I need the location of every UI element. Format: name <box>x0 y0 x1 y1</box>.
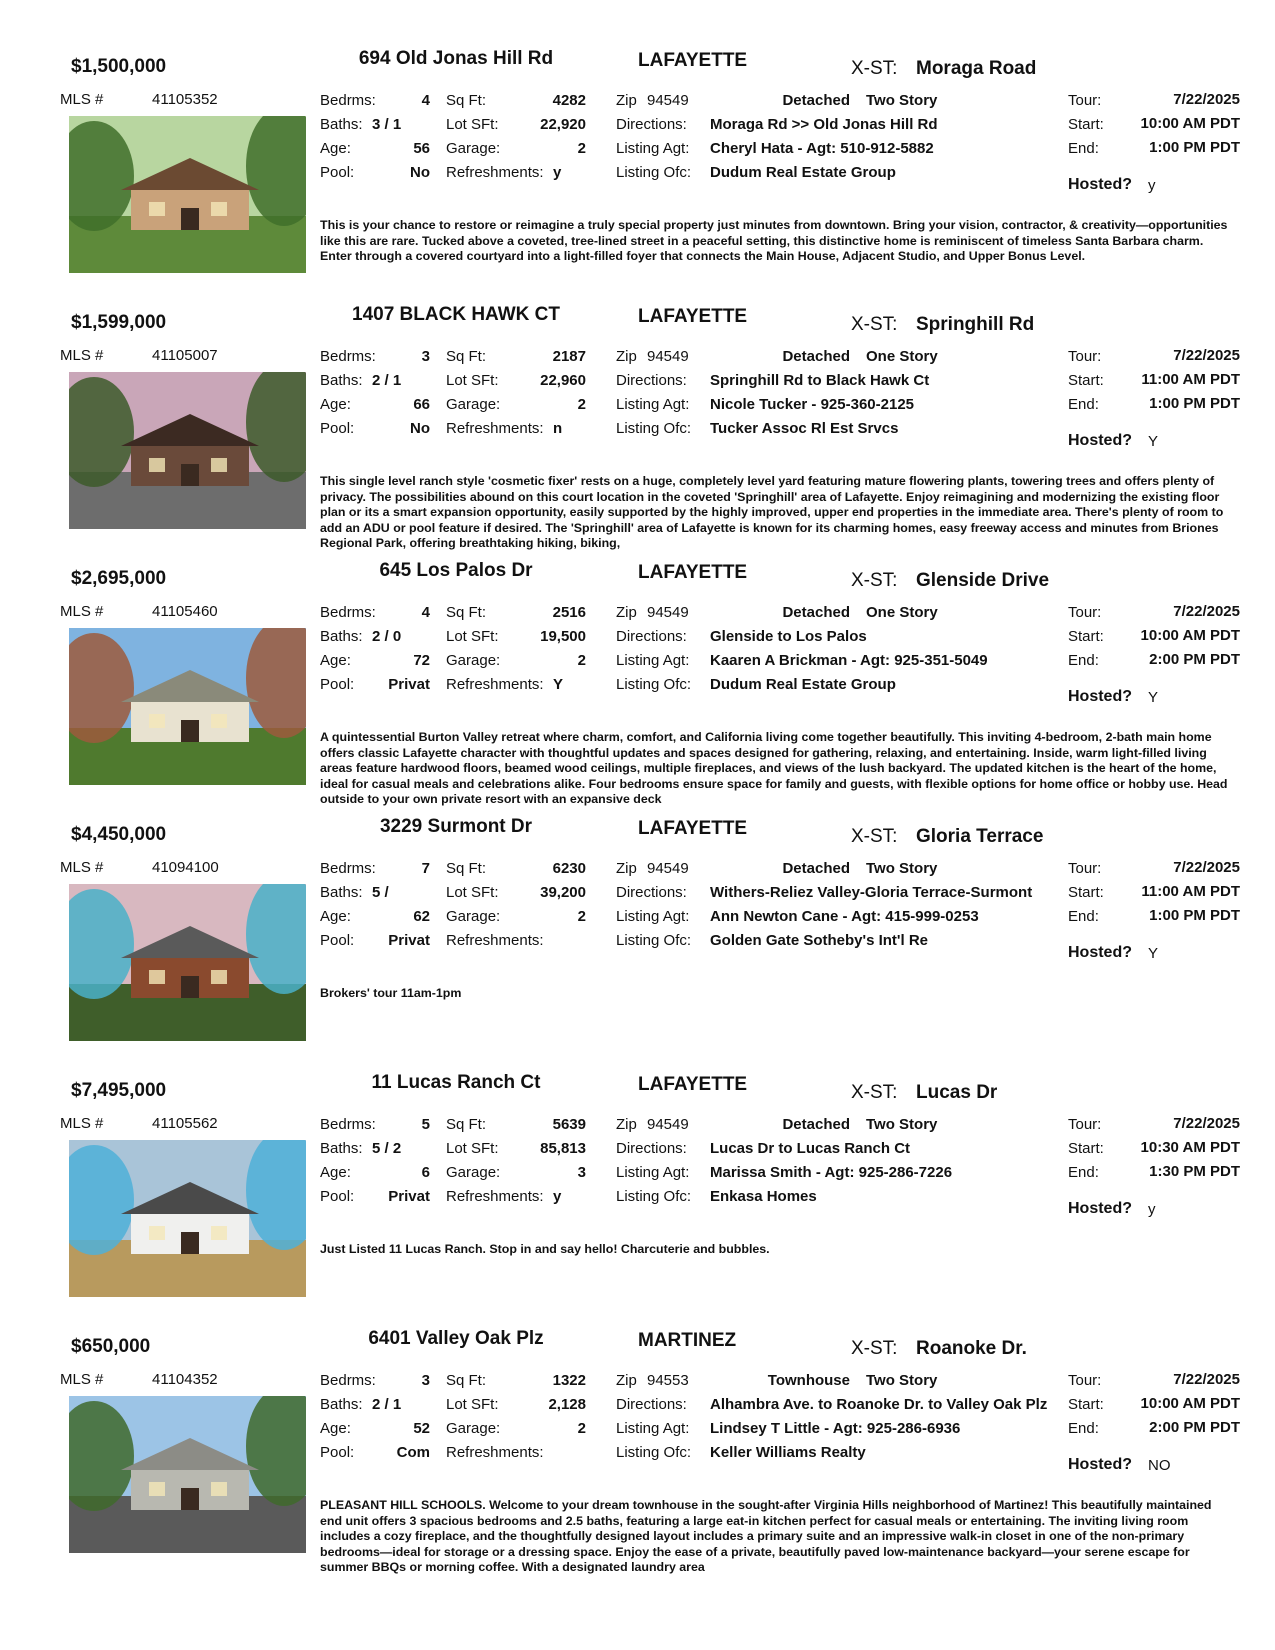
refreshments-value: n <box>553 420 563 437</box>
baths-value: 2 / 0 <box>372 628 402 645</box>
age-value: 52 <box>413 1420 430 1437</box>
zip-value: 94549 <box>647 1116 689 1133</box>
baths-label: Baths: <box>320 884 363 901</box>
zip-label: Zip <box>616 1372 637 1389</box>
photo-door <box>181 464 199 486</box>
hosted-value: Y <box>1148 433 1159 450</box>
pool-label: Pool: <box>320 1188 355 1205</box>
tour-date: 7/22/2025 <box>1173 859 1240 876</box>
hosted-value: Y <box>1148 945 1159 962</box>
pool-label: Pool: <box>320 164 355 181</box>
bedrooms-value: 4 <box>421 604 430 621</box>
listing-office-value: Dudum Real Estate Group <box>710 164 896 181</box>
property-story: Two Story <box>866 1372 938 1389</box>
baths-label: Baths: <box>320 1396 363 1413</box>
end-time: 1:00 PM PDT <box>1149 139 1240 156</box>
pool-value: Com <box>396 1444 430 1461</box>
pool-label: Pool: <box>320 932 355 949</box>
directions-label: Directions: <box>616 1140 687 1157</box>
listing-office-label: Listing Ofc: <box>616 1444 692 1461</box>
sqft-value: 4282 <box>552 92 586 109</box>
photo-window <box>149 1226 165 1240</box>
mls-number: 41105352 <box>152 91 218 108</box>
pool-label: Pool: <box>320 676 355 693</box>
property-story: One Story <box>866 604 938 621</box>
lot-sqft-label: Lot SFt: <box>446 628 499 645</box>
zip-label: Zip <box>616 860 637 877</box>
age-value: 56 <box>413 140 430 157</box>
age-label: Age: <box>320 1420 351 1437</box>
cross-street-value: Gloria Terrace <box>916 826 1044 847</box>
age-value: 72 <box>413 652 430 669</box>
garage-label: Garage: <box>446 396 501 413</box>
property-type: Detached <box>782 604 850 621</box>
cross-street-label: X-ST: <box>851 826 898 847</box>
property-photo-image <box>69 1140 306 1297</box>
start-time: 11:00 AM PDT <box>1141 883 1240 900</box>
listing-address: 645 Los Palos Dr <box>379 560 533 581</box>
mls-number: 41105007 <box>152 347 218 364</box>
property-photo[interactable] <box>69 1396 306 1553</box>
cross-street-label: X-ST: <box>851 1338 898 1359</box>
photo-door <box>181 1488 199 1510</box>
start-time: 10:00 AM PDT <box>1140 115 1240 132</box>
start-label: Start: <box>1068 372 1104 389</box>
tour-date: 7/22/2025 <box>1173 91 1240 108</box>
listing-address: 11 Lucas Ranch Ct <box>371 1072 541 1093</box>
directions-value: Lucas Dr to Lucas Ranch Ct <box>710 1140 911 1157</box>
refreshments-value: Y <box>553 676 564 693</box>
bedrooms-label: Bedrms: <box>320 1372 376 1389</box>
baths-value: 5 / <box>372 884 389 901</box>
end-label: End: <box>1068 1420 1099 1437</box>
property-photo-image <box>69 116 306 273</box>
tour-label: Tour: <box>1068 92 1102 109</box>
lot-sqft-label: Lot SFt: <box>446 372 499 389</box>
property-photo-image <box>69 372 306 529</box>
mls-label: MLS # <box>60 603 104 620</box>
zip-label: Zip <box>616 348 637 365</box>
bedrooms-value: 4 <box>421 92 430 109</box>
listing-agent-value: Lindsey T Little - Agt: 925-286-6936 <box>710 1420 961 1437</box>
sqft-label: Sq Ft: <box>446 860 487 877</box>
age-value: 66 <box>413 396 430 413</box>
hosted-label: Hosted? <box>1068 688 1132 705</box>
listing-city: LAFAYETTE <box>638 818 748 839</box>
photo-door <box>181 976 199 998</box>
zip-value: 94553 <box>647 1372 689 1389</box>
listing-price: $1,500,000 <box>71 56 167 77</box>
mls-label: MLS # <box>60 91 104 108</box>
listing-address: 6401 Valley Oak Plz <box>368 1328 544 1349</box>
mls-label: MLS # <box>60 1115 104 1132</box>
start-label: Start: <box>1068 1140 1104 1157</box>
start-time: 10:30 AM PDT <box>1140 1139 1240 1156</box>
directions-label: Directions: <box>616 628 687 645</box>
directions-value: Springhill Rd to Black Hawk Ct <box>710 372 930 389</box>
listing-card <box>0 1064 1275 1322</box>
baths-label: Baths: <box>320 628 363 645</box>
lot-sqft-label: Lot SFt: <box>446 884 499 901</box>
directions-label: Directions: <box>616 116 687 133</box>
tour-date: 7/22/2025 <box>1173 1115 1240 1132</box>
age-value: 6 <box>421 1164 430 1181</box>
start-label: Start: <box>1068 884 1104 901</box>
listing-card <box>0 40 1275 298</box>
listing-office-label: Listing Ofc: <box>616 420 692 437</box>
sqft-label: Sq Ft: <box>446 92 487 109</box>
listing-office-value: Enkasa Homes <box>710 1188 817 1205</box>
end-label: End: <box>1068 908 1099 925</box>
tour-label: Tour: <box>1068 1116 1102 1133</box>
hosted-value: Y <box>1148 689 1159 706</box>
start-time: 10:00 AM PDT <box>1140 1395 1240 1412</box>
age-label: Age: <box>320 140 351 157</box>
refreshments-value: y <box>553 164 562 181</box>
bedrooms-label: Bedrms: <box>320 860 376 877</box>
mls-number: 41105460 <box>152 603 218 620</box>
listing-agent-label: Listing Agt: <box>616 140 690 157</box>
baths-label: Baths: <box>320 116 363 133</box>
pool-label: Pool: <box>320 420 355 437</box>
garage-label: Garage: <box>446 652 501 669</box>
zip-label: Zip <box>616 92 637 109</box>
lot-sqft-label: Lot SFt: <box>446 116 499 133</box>
listing-description: Just Listed 11 Lucas Ranch. Stop in and say hello! Charcuterie and bubbles. <box>320 1242 770 1256</box>
property-type: Detached <box>782 348 850 365</box>
mls-number: 41094100 <box>152 859 219 876</box>
photo-window <box>149 1482 165 1496</box>
photo-window <box>149 714 165 728</box>
mls-label: MLS # <box>60 1371 104 1388</box>
pool-value: Privat <box>388 932 430 949</box>
sqft-value: 6230 <box>552 860 586 877</box>
sqft-value: 1322 <box>552 1372 586 1389</box>
photo-window <box>211 714 227 728</box>
directions-label: Directions: <box>616 372 687 389</box>
listing-card <box>0 1320 1275 1578</box>
photo-window <box>211 458 227 472</box>
directions-value: Withers-Reliez Valley-Gloria Terrace-Surmont <box>710 884 1033 901</box>
photo-window <box>211 1226 227 1240</box>
zip-value: 94549 <box>647 860 689 877</box>
property-story: Two Story <box>866 860 938 877</box>
tour-label: Tour: <box>1068 348 1102 365</box>
listing-city: MARTINEZ <box>638 1330 737 1351</box>
lot-sqft-value: 22,920 <box>540 116 586 133</box>
pool-value: No <box>410 420 430 437</box>
cross-street-value: Glenside Drive <box>916 570 1050 591</box>
lot-sqft-value: 2,128 <box>548 1396 586 1413</box>
property-photo-image <box>69 1396 306 1553</box>
bedrooms-label: Bedrms: <box>320 348 376 365</box>
listing-office-value: Keller Williams Realty <box>710 1444 866 1461</box>
listing-office-value: Tucker Assoc Rl Est Srvcs <box>710 420 899 437</box>
refreshments-value: y <box>553 1188 562 1205</box>
property-photo[interactable] <box>69 628 306 785</box>
end-time: 1:00 PM PDT <box>1149 907 1240 924</box>
property-type: Detached <box>782 1116 850 1133</box>
listing-card <box>0 552 1275 810</box>
age-label: Age: <box>320 908 351 925</box>
refreshments-label: Refreshments: <box>446 1188 544 1205</box>
refreshments-label: Refreshments: <box>446 1444 544 1461</box>
hosted-label: Hosted? <box>1068 1456 1132 1473</box>
garage-value: 2 <box>577 652 586 669</box>
listing-price: $1,599,000 <box>71 312 167 333</box>
photo-window <box>149 202 165 216</box>
photo-door <box>181 720 199 742</box>
start-label: Start: <box>1068 116 1104 133</box>
cross-street-label: X-ST: <box>851 314 898 335</box>
start-time: 10:00 AM PDT <box>1140 627 1240 644</box>
listing-description: This is your chance to restore or reimagine a truly special property just minutes from downtown. Bring your vision, contractor, & creativity—opportunities like this are rare. Tucked above a coveted, tree-lined street in a peaceful setting, this distinctive home is reminiscent of timeless Santa Barbara charm. Enter through a covered courtyard into a light-filled foyer that connects the Main House, Adjacent Studio, and Upper Bonus Level. <box>320 218 1228 264</box>
cross-street-label: X-ST: <box>851 1082 898 1103</box>
refreshments-label: Refreshments: <box>446 164 544 181</box>
listing-office-label: Listing Ofc: <box>616 1188 692 1205</box>
listing-city: LAFAYETTE <box>638 306 748 327</box>
age-label: Age: <box>320 396 351 413</box>
mls-number: 41105562 <box>152 1115 218 1132</box>
property-story: One Story <box>866 348 938 365</box>
photo-window <box>211 1482 227 1496</box>
listing-office-label: Listing Ofc: <box>616 164 692 181</box>
bedrooms-value: 5 <box>421 1116 430 1133</box>
listing-agent-label: Listing Agt: <box>616 652 690 669</box>
refreshments-label: Refreshments: <box>446 420 544 437</box>
refreshments-label: Refreshments: <box>446 932 544 949</box>
zip-value: 94549 <box>647 92 689 109</box>
listing-office-value: Dudum Real Estate Group <box>710 676 896 693</box>
property-story: Two Story <box>866 1116 938 1133</box>
end-time: 2:00 PM PDT <box>1149 651 1240 668</box>
listing-description: PLEASANT HILL SCHOOLS. Welcome to your dream townhouse in the sought-after Virginia Hills neighborhood of Martinez! This beautifully maintained end unit offers 3 spacious bedrooms and 2.5 baths, featuring a large eat-in kitchen perfect for casual meals or entertaining. The inviting living room includes a cozy fireplace, and the thoughtfully designed layout includes a primary suite and an impressive walk-in closet in one of the non-primary bedrooms—ideal for storage or a dressing space. Enjoy the ease of a private, beautifully paved low-maintenance backyard—your serene escape for summer BBQs or morning coffee. With a designated laundry area <box>320 1498 1212 1575</box>
garage-label: Garage: <box>446 1420 501 1437</box>
bedrooms-value: 7 <box>421 860 430 877</box>
hosted-value: y <box>1148 1201 1156 1218</box>
baths-label: Baths: <box>320 1140 363 1157</box>
property-photo[interactable] <box>69 1140 306 1297</box>
listing-agent-label: Listing Agt: <box>616 908 690 925</box>
photo-window <box>211 970 227 984</box>
listing-address: 694 Old Jonas Hill Rd <box>358 48 554 69</box>
pool-value: Privat <box>388 676 430 693</box>
age-value: 62 <box>413 908 430 925</box>
listing-agent-value: Marissa Smith - Agt: 925-286-7226 <box>710 1164 953 1181</box>
property-type: Detached <box>782 92 850 109</box>
tour-label: Tour: <box>1068 604 1102 621</box>
garage-value: 2 <box>577 908 586 925</box>
listing-address: 3229 Surmont Dr <box>379 816 533 837</box>
end-time: 2:00 PM PDT <box>1149 1419 1240 1436</box>
listing-office-label: Listing Ofc: <box>616 676 692 693</box>
directions-label: Directions: <box>616 884 687 901</box>
listing-city: LAFAYETTE <box>638 50 748 71</box>
pool-value: No <box>410 164 430 181</box>
directions-value: Alhambra Ave. to Roanoke Dr. to Valley Oak Plz <box>710 1396 1048 1413</box>
listing-price: $7,495,000 <box>71 1080 167 1101</box>
photo-window <box>211 202 227 216</box>
hosted-value: NO <box>1148 1457 1171 1474</box>
baths-value: 2 / 1 <box>372 1396 402 1413</box>
tour-label: Tour: <box>1068 1372 1102 1389</box>
bedrooms-value: 3 <box>421 348 430 365</box>
tour-date: 7/22/2025 <box>1173 1371 1240 1388</box>
property-photo-image <box>69 884 306 1041</box>
listing-address: 1407 BLACK HAWK CT <box>352 304 560 325</box>
photo-window <box>149 458 165 472</box>
cross-street-label: X-ST: <box>851 58 898 79</box>
zip-value: 94549 <box>647 604 689 621</box>
end-label: End: <box>1068 1164 1099 1181</box>
lot-sqft-value: 19,500 <box>540 628 586 645</box>
baths-value: 3 / 1 <box>372 116 402 133</box>
zip-label: Zip <box>616 1116 637 1133</box>
listing-description: A quintessential Burton Valley retreat where charm, comfort, and California living come together beautifully. This inviting 4-bedroom, 2-bath main home offers classic Lafayette character with thoughtful updates and spaces designed for gathering, relaxing, and entertaining. Inside, warm light-filled living areas feature hardwood floors, beamed wood ceilings, multiple fireplaces, and views of the lush backyard. The updated kitchen is the heart of the home, ideal for casual meals and celebrations alike. Four bedrooms ensure space for family and guests, with flexible options for home office or hobby use. Head outside to your own private resort with an expansive deck <box>320 730 1228 807</box>
listing-price: $2,695,000 <box>71 568 167 589</box>
sqft-value: 2516 <box>552 604 586 621</box>
sqft-label: Sq Ft: <box>446 1372 487 1389</box>
pool-label: Pool: <box>320 1444 355 1461</box>
zip-label: Zip <box>616 604 637 621</box>
listing-card <box>0 808 1275 1066</box>
garage-label: Garage: <box>446 1164 501 1181</box>
lot-sqft-label: Lot SFt: <box>446 1396 499 1413</box>
cross-street-value: Lucas Dr <box>916 1082 998 1103</box>
refreshments-label: Refreshments: <box>446 676 544 693</box>
lot-sqft-value: 39,200 <box>540 884 586 901</box>
listing-description: This single level ranch style 'cosmetic fixer' rests on a huge, completely level yard featuring mature flowering plants, towering trees and offers plenty of privacy. The possibilities abound on this court location in the coveted 'Springhill' area of Lafayette. Enjoy reimagining and modernizing the existing floor plan or its a smart expansion opportunity, easily supported by the highly improved, upper end properties in the immediate area. There's plenty of room to add an ADU or pool feature if desired. The 'Springhill' area of Lafayette is known for its charming homes, easy freeway access and minutes from Briones Regional Park, offering breathtaking hiking, biking, <box>320 474 1224 551</box>
bedrooms-value: 3 <box>421 1372 430 1389</box>
end-label: End: <box>1068 140 1099 157</box>
hosted-label: Hosted? <box>1068 432 1132 449</box>
listing-city: LAFAYETTE <box>638 562 748 583</box>
listing-city: LAFAYETTE <box>638 1074 748 1095</box>
bedrooms-label: Bedrms: <box>320 1116 376 1133</box>
pool-value: Privat <box>388 1188 430 1205</box>
listing-agent-value: Cheryl Hata - Agt: 510-912-5882 <box>710 140 934 157</box>
sqft-value: 2187 <box>552 348 586 365</box>
end-label: End: <box>1068 652 1099 669</box>
tour-date: 7/22/2025 <box>1173 347 1240 364</box>
property-photo-image <box>69 628 306 785</box>
listing-card <box>0 296 1275 554</box>
garage-label: Garage: <box>446 140 501 157</box>
baths-value: 2 / 1 <box>372 372 402 389</box>
mls-label: MLS # <box>60 859 104 876</box>
lot-sqft-value: 22,960 <box>540 372 586 389</box>
property-type: Townhouse <box>767 1372 850 1389</box>
mls-label: MLS # <box>60 347 104 364</box>
end-time: 1:30 PM PDT <box>1149 1163 1240 1180</box>
age-label: Age: <box>320 652 351 669</box>
property-type: Detached <box>782 860 850 877</box>
garage-value: 3 <box>577 1164 586 1181</box>
listing-price: $650,000 <box>71 1336 151 1357</box>
listing-agent-label: Listing Agt: <box>616 396 690 413</box>
photo-door <box>181 208 199 230</box>
cross-street-value: Roanoke Dr. <box>916 1338 1027 1359</box>
bedrooms-label: Bedrms: <box>320 604 376 621</box>
start-label: Start: <box>1068 628 1104 645</box>
cross-street-value: Moraga Road <box>916 58 1037 79</box>
end-time: 1:00 PM PDT <box>1149 395 1240 412</box>
listing-description: Brokers' tour 11am-1pm <box>320 986 462 1000</box>
cross-street-value: Springhill Rd <box>916 314 1035 335</box>
cross-street-label: X-ST: <box>851 570 898 591</box>
sqft-label: Sq Ft: <box>446 604 487 621</box>
sqft-label: Sq Ft: <box>446 1116 487 1133</box>
listing-price: $4,450,000 <box>71 824 167 845</box>
mls-number: 41104352 <box>152 1371 218 1388</box>
directions-label: Directions: <box>616 1396 687 1413</box>
zip-value: 94549 <box>647 348 689 365</box>
bedrooms-label: Bedrms: <box>320 92 376 109</box>
age-label: Age: <box>320 1164 351 1181</box>
listing-agent-label: Listing Agt: <box>616 1164 690 1181</box>
listing-agent-value: Ann Newton Cane - Agt: 415-999-0253 <box>710 908 979 925</box>
hosted-label: Hosted? <box>1068 176 1132 193</box>
hosted-value: y <box>1148 177 1156 194</box>
listing-agent-label: Listing Agt: <box>616 1420 690 1437</box>
baths-label: Baths: <box>320 372 363 389</box>
baths-value: 5 / 2 <box>372 1140 402 1157</box>
start-label: Start: <box>1068 1396 1104 1413</box>
property-story: Two Story <box>866 92 938 109</box>
directions-value: Moraga Rd >> Old Jonas Hill Rd <box>710 116 938 133</box>
hosted-label: Hosted? <box>1068 1200 1132 1217</box>
garage-value: 2 <box>577 140 586 157</box>
property-photo[interactable] <box>69 884 306 1041</box>
garage-label: Garage: <box>446 908 501 925</box>
listing-office-value: Golden Gate Sotheby's Int'l Re <box>710 932 928 949</box>
lot-sqft-label: Lot SFt: <box>446 1140 499 1157</box>
directions-value: Glenside to Los Palos <box>710 628 867 645</box>
photo-door <box>181 1232 199 1254</box>
garage-value: 2 <box>577 396 586 413</box>
listing-office-label: Listing Ofc: <box>616 932 692 949</box>
listing-agent-value: Nicole Tucker - 925-360-2125 <box>710 396 915 413</box>
listing-agent-value: Kaaren A Brickman - Agt: 925-351-5049 <box>710 652 988 669</box>
tour-date: 7/22/2025 <box>1173 603 1240 620</box>
property-photo[interactable] <box>69 372 306 529</box>
sqft-value: 5639 <box>552 1116 586 1133</box>
garage-value: 2 <box>577 1420 586 1437</box>
photo-window <box>149 970 165 984</box>
property-photo[interactable] <box>69 116 306 273</box>
hosted-label: Hosted? <box>1068 944 1132 961</box>
start-time: 11:00 AM PDT <box>1141 371 1240 388</box>
end-label: End: <box>1068 396 1099 413</box>
lot-sqft-value: 85,813 <box>540 1140 586 1157</box>
sqft-label: Sq Ft: <box>446 348 487 365</box>
tour-label: Tour: <box>1068 860 1102 877</box>
